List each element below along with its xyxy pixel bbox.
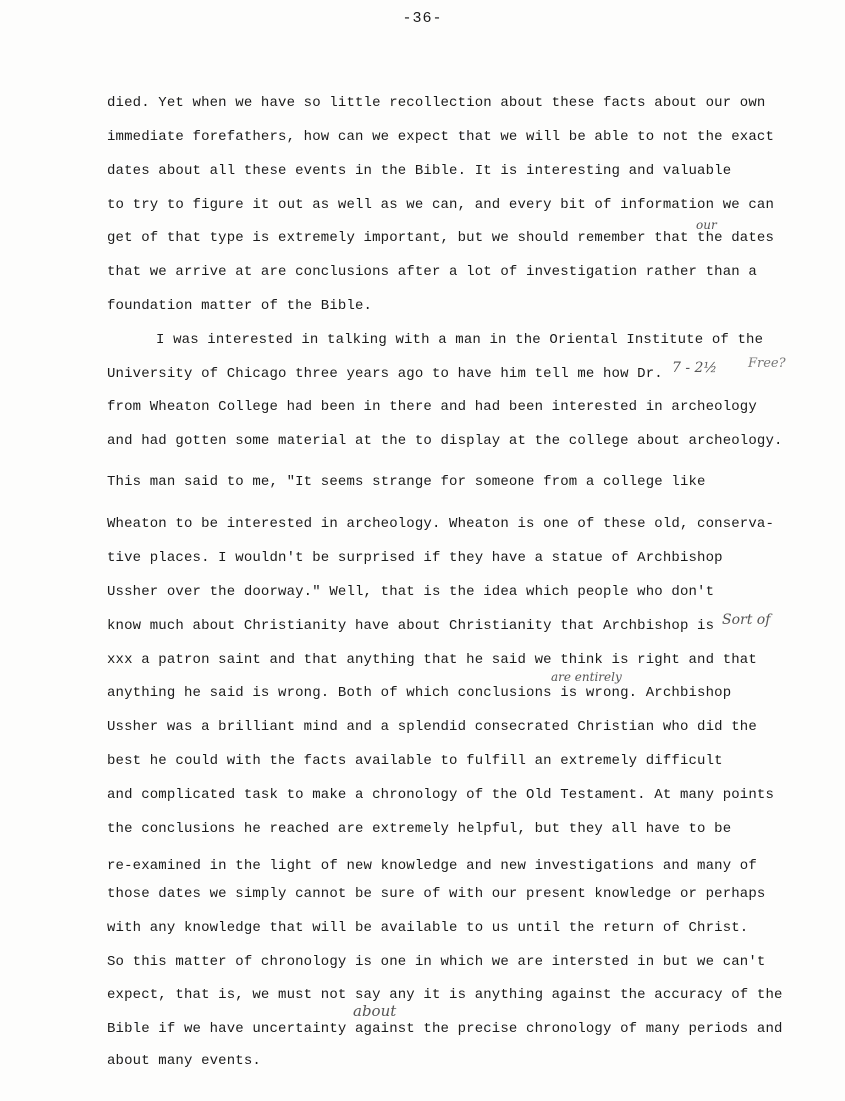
text-line: Ussher was a brilliant mind and a splendid consecrated Christian who did the: [107, 719, 757, 735]
text-line: Wheaton to be interested in archeology. Wheaton is one of these old, conserva-: [107, 516, 775, 532]
text-line: This man said to me, "It seems strange for someone from a college like: [107, 474, 706, 490]
text-line: I was interested in talking with a man in the Oriental Institute of the: [156, 332, 764, 348]
text-line: foundation matter of the Bible.: [107, 298, 373, 314]
text-line: about many events.: [107, 1053, 261, 1069]
text-line: University of Chicago three years ago to have him tell me how Dr.: [107, 366, 663, 382]
text-line: those dates we simply cannot be sure of with our present knowledge or perhaps: [107, 886, 766, 902]
text-line: get of that type is extremely important, but we should remember that the dates: [107, 230, 775, 246]
text-line: best he could with the facts available to fulfill an extremely difficult: [107, 753, 723, 769]
text-line: immediate forefathers, how can we expect that we will be able to not the exact: [107, 129, 775, 145]
text-line: and had gotten some material at the to display at the college about archeology.: [107, 433, 783, 449]
text-line: Ussher over the doorway." Well, that is the idea which people who don't: [107, 584, 715, 600]
text-line: tive places. I wouldn't be surprised if they have a statue of Archbishop: [107, 550, 723, 566]
text-line: the conclusions he reached are extremely helpful, but they all have to be: [107, 821, 732, 837]
handwritten-note-about: about: [353, 1002, 397, 1020]
text-line: So this matter of chronology is one in which we are intersted in but we can't: [107, 954, 766, 970]
handwritten-note-our: our: [696, 218, 717, 232]
page-number: -36-: [402, 10, 443, 27]
text-line: know much about Christianity have about Christianity that Archbishop is: [107, 618, 715, 634]
text-line: xxx a patron saint and that anything that he said we think is right and that: [107, 652, 757, 668]
text-line: died. Yet when we have so little recollection about these facts about our own: [107, 95, 766, 111]
text-line: with any knowledge that will be available to us until the return of Christ.: [107, 920, 749, 936]
text-line: that we arrive at are conclusions after a lot of investigation rather than a: [107, 264, 757, 280]
text-line: Bible if we have uncertainty against the precise chronology of many periods and: [107, 1021, 783, 1037]
text-line: expect, that is, we must not say any it is anything against the accuracy of the: [107, 987, 783, 1003]
text-line: re-examined in the light of new knowledge and new investigations and many of: [107, 858, 757, 874]
handwritten-note-are-entirely: are entirely: [551, 670, 622, 684]
handwritten-margin-note: 7 - 2½: [672, 360, 718, 376]
text-line: dates about all these events in the Bible. It is interesting and valuable: [107, 163, 732, 179]
handwritten-note-sort-of: Sort of: [722, 612, 771, 628]
text-line: and complicated task to make a chronology of the Old Testament. At many points: [107, 787, 775, 803]
text-line: from Wheaton College had been in there and had been interested in archeology: [107, 399, 757, 415]
handwritten-margin-note: Free?: [748, 356, 786, 371]
text-line: to try to figure it out as well as we can, and every bit of information we can: [107, 197, 775, 213]
text-line: anything he said is wrong. Both of which conclusions is wrong. Archbishop: [107, 685, 732, 701]
